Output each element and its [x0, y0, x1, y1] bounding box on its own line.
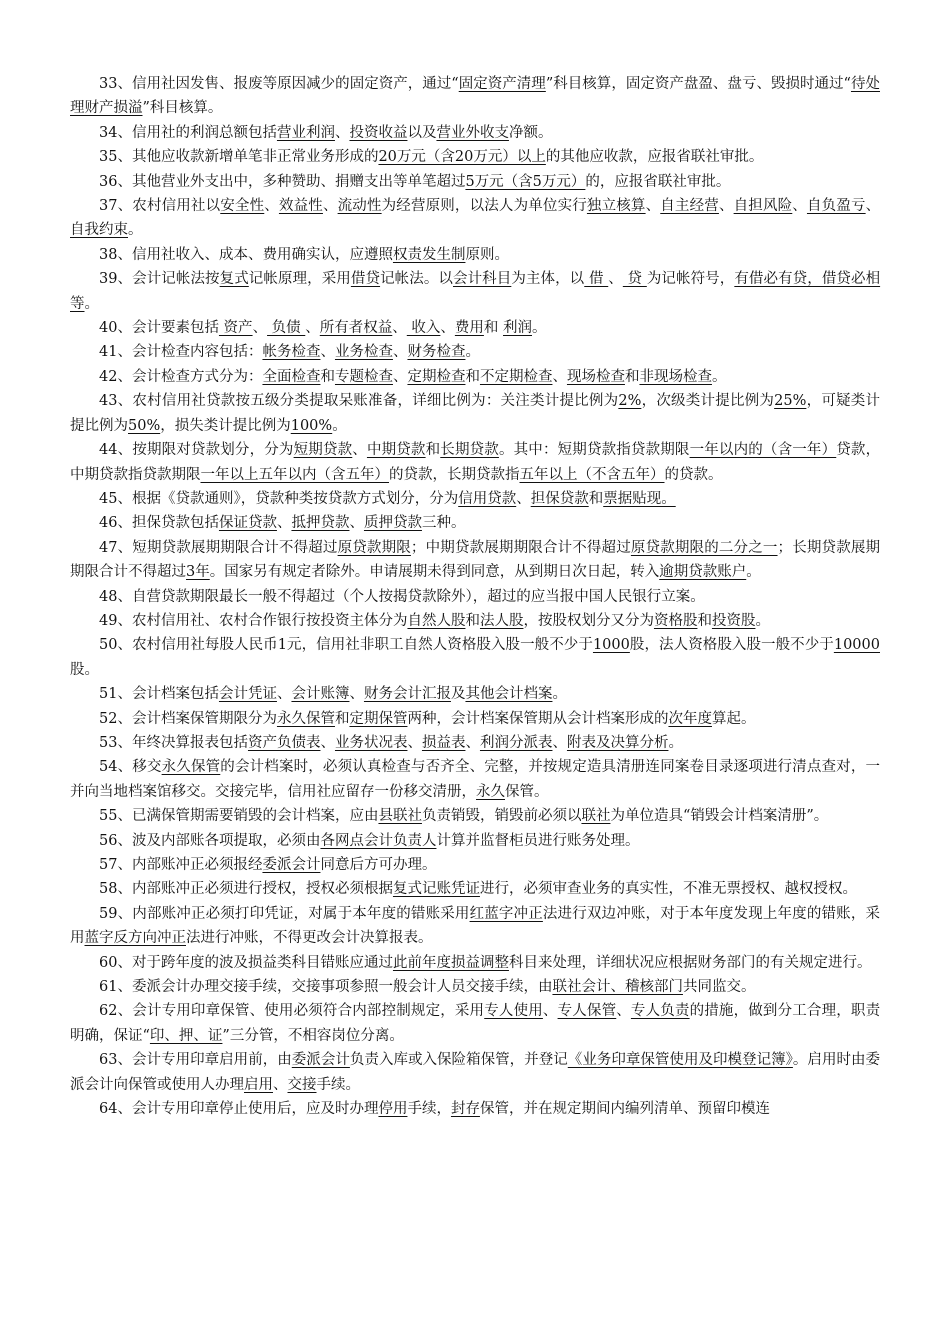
underlined-answer: 会计科目	[452, 271, 512, 288]
paragraph-item	[70, 511, 880, 535]
paragraph-text: 、	[542, 1003, 558, 1020]
paragraph-item	[70, 1048, 880, 1097]
underlined-answer: 资产	[218, 320, 253, 337]
paragraph-text: 两种，会计档案保管期从会计档案形成的	[407, 710, 669, 727]
paragraph-text: ，可疑类计提比例为	[70, 393, 881, 434]
paragraph-text: 、	[392, 320, 407, 337]
underlined-answer: 自然人股	[407, 612, 466, 629]
paragraph-item	[70, 731, 880, 755]
paragraph-item	[70, 633, 880, 682]
paragraph-text: 算起。	[711, 710, 756, 727]
paragraph-text: 和	[483, 320, 503, 337]
underlined-answer: 2%	[618, 393, 642, 410]
paragraph-text: 共同监交。	[682, 979, 756, 996]
paragraph-item	[70, 902, 880, 951]
underlined-answer: 借	[584, 271, 609, 288]
paragraph-text: 、	[865, 198, 881, 215]
paragraph-text: 记帐法。以	[380, 271, 453, 288]
underlined-answer: 投资收益	[349, 124, 408, 141]
paragraph-text: 。	[755, 612, 770, 629]
paragraph-text: ，损失类计提比例为	[160, 417, 291, 434]
underlined-answer: 流动性	[337, 198, 382, 215]
paragraph-text: 、	[276, 686, 292, 703]
underlined-answer: 蓝字反方向冲正	[84, 930, 186, 947]
underlined-answer: 效益性	[278, 198, 323, 215]
paragraph-item	[70, 804, 880, 828]
paragraph-text: 37、农村信用社以	[99, 198, 221, 215]
paragraph-text: 的贷款。	[664, 466, 723, 483]
underlined-answer: 非现场检查	[639, 368, 712, 385]
paragraph-text: 为经营原则，以法人为单位实行	[381, 198, 587, 215]
paragraph-text: 和	[334, 710, 350, 727]
paragraph-item	[70, 267, 880, 316]
paragraph-text: 和	[588, 490, 604, 507]
paragraph-text: 57、内部账冲正必须报经	[99, 857, 263, 873]
paragraph-text: 和	[624, 368, 640, 385]
paragraph-text: 、	[516, 490, 531, 507]
underlined-answer: 封存	[450, 1101, 480, 1118]
underlined-answer: 安全性	[220, 198, 265, 215]
underlined-answer: 长期贷款	[440, 442, 499, 459]
paragraph-text: 和	[465, 368, 480, 385]
underlined-answer: 帐务检查	[262, 344, 321, 361]
underlined-answer: 《业务印章保管使用及印模登记簿》	[567, 1052, 793, 1069]
paragraph-text: 51、会计档案包括	[99, 686, 219, 703]
paragraph-text: 。	[332, 417, 347, 434]
underlined-answer: 独立核算	[586, 198, 646, 215]
underlined-answer: 3年	[186, 564, 210, 581]
underlined-answer: 投资股	[711, 612, 756, 629]
underlined-answer: 专人负责	[630, 1003, 690, 1020]
underlined-answer: 一年以内的（含一年）	[689, 442, 837, 459]
paragraph-text: 的措施，做到分工合理，职责明确，保证“	[70, 1003, 881, 1044]
paragraph-item	[70, 365, 880, 389]
paragraph-item	[70, 438, 880, 487]
underlined-answer: 永久	[476, 783, 505, 800]
underlined-answer: 有借必有贷，借贷必相等	[70, 271, 881, 312]
underlined-answer: 中期贷款	[366, 442, 426, 459]
paragraph-text: 为单位造具“销毁会计档案清册”。	[610, 808, 829, 825]
paragraph-text: 手续。	[316, 1076, 360, 1093]
paragraph-text: 52、会计档案保管期限分为	[99, 710, 277, 727]
paragraph-text: 49、农村信用社、农村合作银行按投资主体分为	[99, 612, 408, 629]
underlined-answer: 次年度	[668, 710, 712, 727]
paragraph-text: 48、自营贷款期限最长一般不得超过（个人按揭贷款除外），超过的应当报中国人民银行立案。	[99, 588, 705, 605]
paragraph-text: 、	[465, 734, 480, 751]
underlined-answer: 原贷款期限	[337, 539, 411, 556]
paragraph-text: 41、会计检查内容包括：	[99, 344, 263, 361]
underlined-answer: 票据贴现。	[603, 490, 676, 507]
underlined-answer: 营业外收支	[436, 124, 509, 141]
underlined-answer: 待处理财产损溢	[70, 76, 880, 117]
underlined-answer: 复式记账凭证	[392, 881, 480, 898]
paragraph-text: 、	[276, 515, 292, 532]
paragraph-text: 、	[334, 124, 350, 141]
paragraph-item	[70, 121, 880, 145]
underlined-answer: 贷	[622, 271, 647, 288]
paragraph-text: 33、信用社因发售、报废等原因减少的固定资产，通过“	[99, 76, 459, 92]
underlined-answer: 质押贷款	[363, 515, 422, 532]
paragraph-text: 。	[746, 564, 761, 581]
paragraph-text: 。	[532, 320, 547, 337]
underlined-answer: 抵押贷款	[291, 515, 350, 532]
underlined-answer: 五年以上（不含五年）	[519, 466, 665, 483]
paragraph-text: 、	[552, 368, 567, 385]
underlined-answer: 委派会计	[262, 857, 321, 873]
document-body	[70, 72, 880, 1121]
paragraph-text: 、	[264, 198, 279, 215]
paragraph-text: ，按股权划分又分为	[523, 612, 654, 629]
paragraph-text: 39、会计记帐法按	[99, 271, 220, 288]
underlined-answer: 联社会计、稽核部门	[552, 979, 683, 996]
underlined-answer: 永久保管	[276, 710, 335, 727]
underlined-answer: 定期检查	[407, 368, 466, 385]
paragraph-text: 科目来处理，详细状况应根据财务部门的有关规定进行。	[508, 954, 872, 971]
paragraph-text: 50、农村信用社每股人民币1元，信用社非职工自然人资格股入股一般不少于	[99, 637, 593, 654]
paragraph-text: 58、内部账冲正必须进行授权，授权必须根据	[99, 881, 393, 898]
paragraph-text: ”科目核算。	[142, 100, 223, 117]
underlined-answer: 专题检查	[334, 368, 393, 385]
paragraph-text: 、	[608, 271, 623, 288]
underlined-answer: 信用贷款	[458, 490, 517, 507]
paragraph-text: 36、其他营业外支出中，多种赞助、捐赠支出等单笔超过	[99, 173, 466, 190]
underlined-answer: 法人股	[479, 612, 524, 629]
underlined-answer: 财务检查	[407, 344, 466, 361]
paragraph-text: 、	[320, 734, 335, 751]
paragraph-text: 。	[84, 295, 99, 312]
underlined-answer: 逾期贷款账户	[659, 564, 747, 581]
underlined-answer: 县联社	[378, 808, 422, 825]
paragraph-text: ；长期贷款展期期限合计不得超过	[70, 539, 881, 581]
paragraph-item	[70, 487, 880, 511]
paragraph-item	[70, 829, 880, 853]
paragraph-text: 、	[718, 198, 734, 215]
paragraph-text: 55、已满保管期需要销毁的会计档案，应由	[99, 808, 379, 825]
paragraph-text: 64、会计专用印章停止使用后，应及时办理	[99, 1101, 379, 1118]
paragraph-text: 35、其他应收款新增单笔非正常业务形成的	[99, 149, 379, 166]
paragraph-text: 记帐原理，采用	[248, 271, 351, 288]
paragraph-text: 、	[349, 515, 364, 532]
paragraph-text: 法进行冲账，不得更改会计决算报表。	[186, 930, 433, 947]
underlined-answer: 会计账簿	[291, 686, 350, 703]
paragraph-text: 62、会计专用印章保管、使用必须符合内部控制规定，采用	[99, 1003, 485, 1020]
paragraph-text: 和	[320, 368, 335, 385]
underlined-answer: 利润	[503, 320, 532, 337]
underlined-answer: 自负盈亏	[806, 198, 866, 215]
underlined-answer: 5万元（含5万元）	[465, 173, 586, 190]
paragraph-text: 。	[711, 368, 727, 385]
paragraph-text: 以及	[407, 124, 437, 141]
paragraph-text: 、	[792, 198, 807, 215]
underlined-answer: 保证贷款	[218, 515, 277, 532]
underlined-answer: 短期贷款	[293, 442, 353, 459]
paragraph-text: ；中期贷款展期期限合计不得超过	[410, 539, 631, 556]
paragraph-text: ”科目核算，固定资产盘盈、盘亏、毁损时通过“	[545, 76, 851, 92]
underlined-answer: 定期保管	[349, 710, 408, 727]
underlined-answer: 此前年度损益调整	[392, 954, 509, 971]
underlined-answer: 费用	[454, 320, 484, 337]
paragraph-text: 44、按期限对贷款划分，分为	[99, 442, 294, 459]
paragraph-text: 原则。	[465, 246, 509, 263]
paragraph-text: 为主体，以	[511, 271, 585, 288]
underlined-answer: 借贷	[350, 271, 381, 288]
underlined-answer: 交接	[287, 1076, 317, 1093]
underlined-answer: 100%	[290, 417, 333, 434]
paragraph-item	[70, 72, 880, 121]
paragraph-text: 。	[128, 222, 143, 239]
paragraph-text: 和	[697, 612, 712, 629]
paragraph-text: 、	[645, 198, 661, 215]
paragraph-item	[70, 707, 880, 731]
underlined-answer: 不定期检查	[479, 368, 553, 385]
paragraph-item	[70, 975, 880, 999]
underlined-answer: 1000	[592, 637, 630, 654]
underlined-answer: 启用	[244, 1076, 273, 1093]
paragraph-item	[70, 585, 880, 609]
underlined-answer: 印、押、证	[149, 1027, 223, 1044]
underlined-answer: 红蓝字冲正	[469, 905, 543, 922]
paragraph-text: 净额。	[508, 124, 553, 141]
paragraph-text: 的贷款，长期贷款指	[389, 466, 520, 483]
paragraph-text: 股，法人资格股入股一般不少于	[629, 637, 834, 654]
paragraph-text: 、	[352, 442, 367, 459]
paragraph-text: 42、会计检查方式分为：	[99, 368, 263, 385]
underlined-answer: 利润分派表	[479, 734, 553, 751]
paragraph-text: 保管。	[505, 783, 549, 800]
paragraph-text: 61、委派会计办理交接手续，交接事项参照一般会计人员交接手续，由	[99, 979, 553, 996]
paragraph-text: 贷款，中期贷款指贷款期限	[70, 442, 881, 483]
underlined-answer: 专人保管	[557, 1003, 617, 1020]
paragraph-item	[70, 853, 880, 877]
underlined-answer: 所有者权益	[319, 320, 393, 337]
underlined-answer: 50%	[128, 417, 161, 434]
paragraph-item	[70, 682, 880, 706]
underlined-answer: 资产负债表	[247, 734, 321, 751]
paragraph-text: 进行，必须审查业务的真实性，不准无票授权、越权授权。	[479, 881, 857, 898]
paragraph-item	[70, 145, 880, 169]
paragraph-text: 和	[425, 442, 441, 459]
paragraph-item	[70, 877, 880, 901]
paragraph-text: 法进行双边冲账，对于本年度发现上年度的错账，采用	[70, 905, 881, 947]
underlined-answer: 原贷款期限的二分之一	[630, 539, 778, 556]
paragraph-text: 的会计档案时，必须认真检查与否齐全、完整，并按规定造具清册连同案卷目录逐项进行清点查对，一并向当地档案馆移交。交接完毕，信用社应留存一份移交清册，	[70, 759, 881, 800]
underlined-answer: 现场检查	[566, 368, 625, 385]
paragraph-text: 的，应报省联社审批。	[585, 173, 731, 190]
paragraph-text: 。启用时由委派会计向保管或使用人办理	[70, 1052, 881, 1093]
underlined-answer: 永久保管	[161, 759, 221, 776]
paragraph-text: 。	[465, 344, 480, 361]
underlined-answer: 自我约束	[70, 222, 128, 239]
paragraph-item	[70, 999, 880, 1048]
paragraph-text: 负责入库或入保险箱保管，并登记	[349, 1052, 568, 1069]
paragraph-text: 、	[552, 734, 567, 751]
paragraph-text: 56、波及内部账各项提取，必须由	[99, 832, 321, 849]
paragraph-text: 、	[407, 734, 422, 751]
paragraph-text: 、	[252, 320, 268, 337]
underlined-answer: 负债	[267, 320, 306, 337]
paragraph-text: 43、农村信用社贷款按五级分类提取呆账准备，详细比例为：关注类计提比例为	[99, 393, 619, 410]
underlined-answer: 固定资产清理	[458, 76, 546, 92]
paragraph-text: 同意后方可办理。	[320, 857, 437, 873]
paragraph-item	[70, 316, 880, 340]
underlined-answer: 业务检查	[334, 344, 393, 361]
paragraph-text: 47、短期贷款展期期限合计不得超过	[99, 539, 338, 556]
paragraph-text: 负责销毁，销毁前必须以	[421, 808, 582, 825]
paragraph-item	[70, 755, 880, 804]
paragraph-text: 保管，并在规定期间内编列清单、预留印模连	[479, 1101, 770, 1118]
underlined-answer: 业务状况表	[334, 734, 408, 751]
underlined-answer: 一年以上五年以内（含五年）	[200, 466, 389, 483]
paragraph-text: 34、信用社的利润总额包括	[99, 124, 277, 141]
paragraph-text: 和	[465, 612, 480, 629]
underlined-answer: 担保贷款	[530, 490, 589, 507]
paragraph-item	[70, 536, 880, 585]
underlined-answer: 专人使用	[484, 1003, 543, 1020]
paragraph-text: 60、对于跨年度的波及损益类科目错账应通过	[99, 954, 393, 971]
paragraph-text: 40、会计要素包括	[99, 320, 219, 337]
paragraph-text: 为记帐符号，	[646, 271, 735, 288]
underlined-answer: 自主经营	[660, 198, 719, 215]
paragraph-text: 。其中：短期贷款指贷款期限	[498, 442, 690, 459]
paragraph-text: 、	[322, 198, 338, 215]
paragraph-text: 。	[552, 686, 567, 703]
paragraph-text: 45、根据《贷款通则》，贷款种类按贷款方式划分，分为	[99, 490, 459, 507]
paragraph-text: 。国家另有规定者除外。申请展期未得到同意，从到期日次日起，转入	[209, 564, 660, 581]
paragraph-item	[70, 1097, 880, 1121]
paragraph-text: 、	[349, 686, 364, 703]
underlined-answer: 委派会计	[291, 1052, 350, 1069]
underlined-answer: 20万元（含20万元）以上	[378, 149, 546, 166]
paragraph-item	[70, 194, 880, 243]
underlined-answer: 收入	[406, 320, 441, 337]
paragraph-text: 股。	[70, 661, 99, 678]
underlined-answer: 权责发生制	[392, 246, 466, 263]
paragraph-text: 的其他应收款，应报省联社审批。	[545, 149, 764, 166]
paragraph-text: 、	[392, 368, 408, 385]
paragraph-text: 38、信用社收入、成本、费用确实认，应遵照	[99, 246, 393, 263]
paragraph-text: 54、移交	[99, 759, 162, 776]
underlined-answer: 资格股	[653, 612, 698, 629]
underlined-answer: 各网点会计负责人	[320, 832, 437, 849]
paragraph-item	[70, 340, 880, 364]
paragraph-text: 、	[305, 320, 320, 337]
paragraph-text: 63、会计专用印章启用前，由	[99, 1052, 292, 1069]
paragraph-text: ，次级类计提比例为	[641, 393, 775, 410]
paragraph-text: 、	[440, 320, 455, 337]
paragraph-item	[70, 951, 880, 975]
paragraph-text: 59、内部账冲正必须打印凭证，对属于本年度的错账采用	[99, 905, 470, 922]
underlined-answer: 会计凭证	[218, 686, 277, 703]
underlined-answer: 复式	[219, 271, 249, 288]
paragraph-text: 计算并监督柜员进行账务处理。	[436, 832, 640, 849]
paragraph-text: 46、担保贷款包括	[99, 515, 219, 532]
paragraph-text: 及	[450, 686, 466, 703]
paragraph-text: 、	[320, 344, 335, 361]
paragraph-text: 。	[668, 734, 683, 751]
paragraph-text: 、	[616, 1003, 631, 1020]
underlined-answer: 财务会计汇报	[363, 686, 451, 703]
paragraph-text: 53、年终决算报表包括	[99, 734, 248, 751]
paragraph-item	[70, 243, 880, 267]
paragraph-item	[70, 170, 880, 194]
paragraph-text: 手续，	[407, 1101, 451, 1118]
underlined-answer: 其他会计档案	[465, 686, 553, 703]
underlined-answer: 联社	[581, 808, 611, 825]
underlined-answer: 10000	[833, 637, 880, 654]
underlined-answer: 全面检查	[262, 368, 321, 385]
paragraph-text: 、	[273, 1076, 288, 1093]
underlined-answer: 停用	[378, 1101, 408, 1118]
underlined-answer: 损益表	[421, 734, 466, 751]
underlined-answer: 25%	[774, 393, 807, 410]
paragraph-text: 、	[392, 344, 408, 361]
paragraph-item	[70, 609, 880, 633]
paragraph-text: 三种。	[421, 515, 466, 532]
underlined-answer: 自担风险	[733, 198, 793, 215]
underlined-answer: 营业利润	[276, 124, 335, 141]
paragraph-text: ”三分管，不相容岗位分离。	[222, 1027, 404, 1044]
underlined-answer: 附表及决算分析	[566, 734, 669, 751]
paragraph-item	[70, 389, 880, 438]
